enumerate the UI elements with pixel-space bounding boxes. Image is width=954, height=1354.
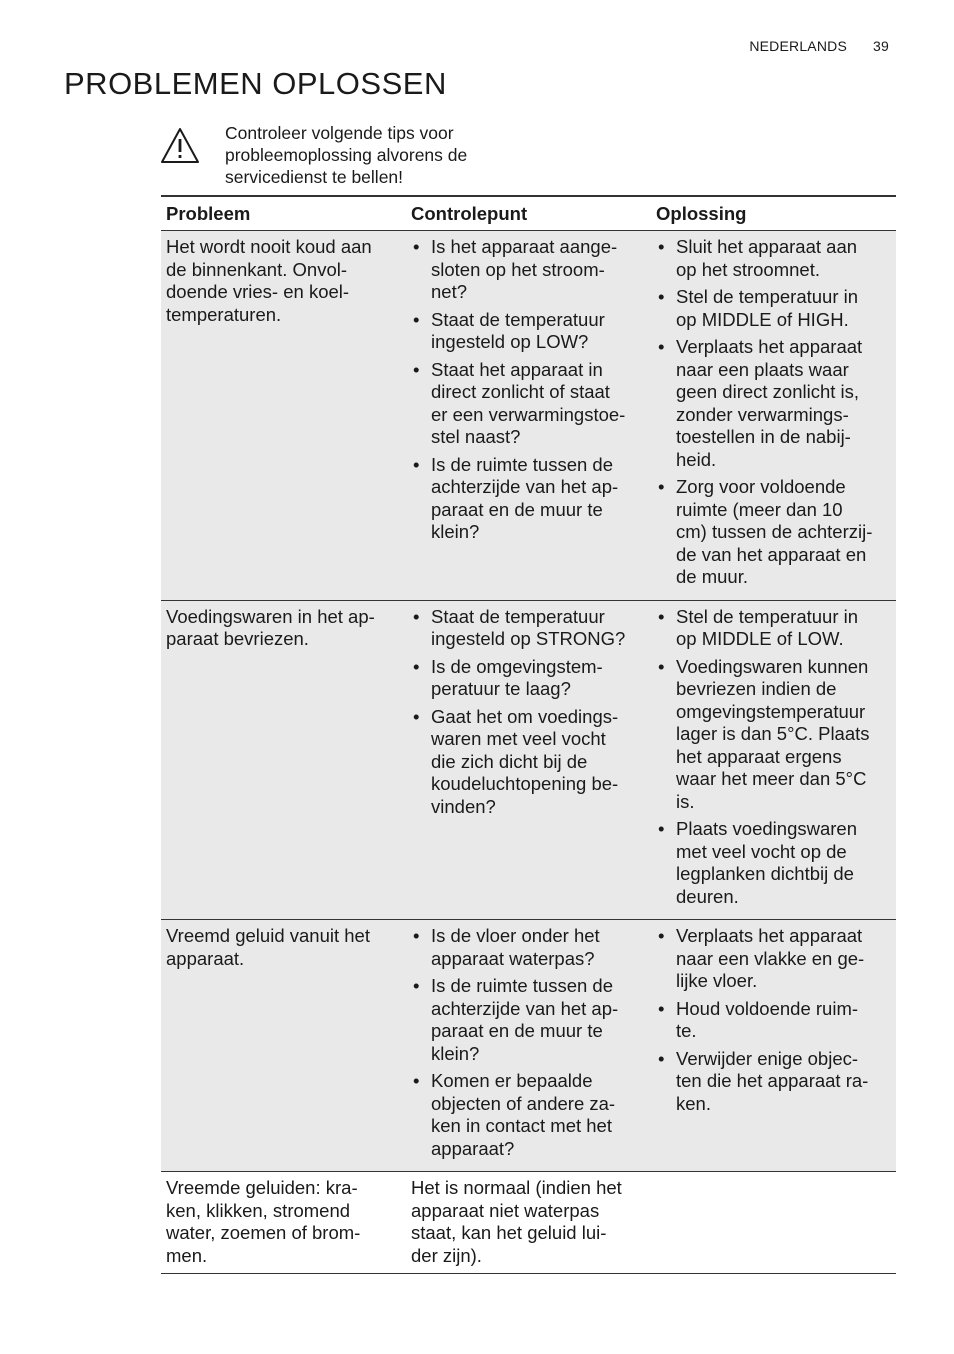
list-item: • Sluit het apparaat aan op het stroomnet. (656, 236, 891, 281)
solution-cell (651, 231, 896, 601)
list-item: • Verwijder enige objec- ten die het apparaat ra- ken. (656, 1048, 891, 1116)
list-item: • Verplaats het apparaat naar een plaats waar geen direct zonlicht is, zonder verwarmings- toestellen in de nabij- heid. (656, 336, 891, 471)
checkpoint-cell (406, 920, 651, 1172)
list-item: • Zorg voor voldoende ruimte (meer dan 10 cm) tussen de achterzij- de van het apparaat en de muur. (656, 476, 891, 589)
problem-cell: Het wordt nooit koud aan de binnenkant. Onvol- doende vries- en koel- temperaturen. (161, 231, 406, 601)
problem-cell: Vreemd geluid vanuit het apparaat. (161, 920, 406, 1172)
list-item: • Staat de temperatuur ingesteld op LOW? (411, 309, 646, 354)
page-header (749, 38, 889, 54)
list-item: • Plaats voedingswaren met veel vocht op de legplanken dichtbij de deuren. (656, 818, 891, 908)
list-item: • Staat het apparaat in direct zonlicht of staat er een verwarmingstoe- stel naast? (411, 359, 646, 449)
list-item: • Is het apparaat aange- sloten op het stroom- net? (411, 236, 646, 304)
checkpoint-list (411, 236, 646, 544)
solution-list (656, 606, 891, 909)
list-item: • Is de ruimte tussen de achterzijde van het ap- paraat en de muur te klein? (411, 975, 646, 1065)
table-header-row (161, 196, 896, 231)
problem-cell: Vreemde geluiden: kra- ken, klikken, stromend water, zoemen of brom- men. (161, 1172, 406, 1274)
checkpoint-list (411, 925, 646, 1160)
list-item: • Is de ruimte tussen de achterzijde van het ap- paraat en de muur te klein? (411, 454, 646, 544)
header-solution: Oplossing (651, 196, 896, 231)
table-row (161, 600, 896, 920)
warning-notice (160, 122, 520, 188)
checkpoint-cell (406, 600, 651, 920)
list-item: • Is de vloer onder het apparaat waterpas? (411, 925, 646, 970)
table-row (161, 920, 896, 1172)
header-checkpoint: Controlepunt (406, 196, 651, 231)
list-item: • Stel de temperatuur in op MIDDLE of HIGH. (656, 286, 891, 331)
troubleshooting-table (161, 195, 896, 1274)
list-item: • Voedingswaren kunnen bevriezen indien de omgevingstemperatuur lager is dan 5°C. Plaats het apparaat ergens waar het meer dan 5°C is. (656, 656, 891, 814)
table-row (161, 1172, 896, 1274)
list-item: • Staat de temperatuur ingesteld op STRONG? (411, 606, 646, 651)
table-row (161, 231, 896, 601)
list-item: • Komen er bepaalde objecten of andere za- ken in contact met het apparaat? (411, 1070, 646, 1160)
list-item: • Is de omgevingstem- peratuur te laag? (411, 656, 646, 701)
warning-text: Controleer volgende tips voor probleemoplossing alvorens de servicedienst te bellen! (225, 123, 468, 187)
note-cell: Het is normaal (indien het apparaat niet waterpas staat, kan het geluid lui- der zijn). (406, 1172, 896, 1274)
warning-triangle-icon (160, 126, 200, 166)
list-item: • Stel de temperatuur in op MIDDLE of LOW. (656, 606, 891, 651)
problem-cell: Voedingswaren in het ap- paraat bevriezen. (161, 600, 406, 920)
list-item: • Verplaats het apparaat naar een vlakke en ge- lijke vloer. (656, 925, 891, 993)
solution-list (656, 236, 891, 589)
page-number: 39 (873, 38, 889, 54)
page-title: PROBLEMEN OPLOSSEN (64, 66, 447, 101)
language-label: NEDERLANDS (749, 38, 848, 54)
solution-cell (651, 600, 896, 920)
solution-cell (651, 920, 896, 1172)
list-item: • Houd voldoende ruim- te. (656, 998, 891, 1043)
header-problem: Probleem (161, 196, 406, 231)
solution-list (656, 925, 891, 1115)
checkpoint-list (411, 606, 646, 819)
list-item: • Gaat het om voedings- waren met veel vocht die zich dicht bij de koudeluchtopening be- vinden? (411, 706, 646, 819)
checkpoint-cell (406, 231, 651, 601)
